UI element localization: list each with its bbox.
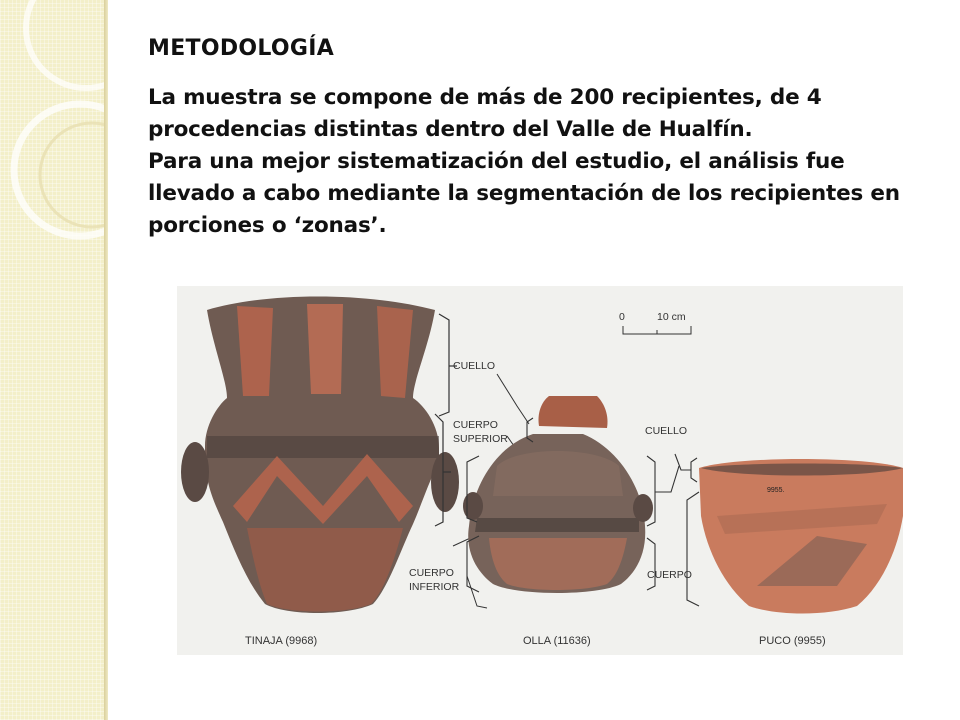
tinaja-vessel [181, 297, 459, 614]
label-cuerpo-superior-1: CUERPO [453, 419, 498, 431]
puco-zone-brackets [675, 454, 699, 606]
body-paragraph: La muestra se compone de más de 200 recipientes, de 4 procedencias distintas dentro del Valle de Hualfín. [148, 85, 822, 142]
caption-puco: PUCO (9955) [759, 635, 826, 647]
vessel-illustration [177, 286, 903, 655]
vessel-figure [177, 286, 903, 655]
label-cuerpo-superior-2: SUPERIOR [453, 433, 508, 445]
label-cuello-puco: CUELLO [645, 425, 688, 437]
body-paragraph: Para una mejor sistematización del estudio, el análisis fue llevado a cabo mediante la segmentación de los recipientes en porciones o ‘zonas’. [148, 149, 900, 238]
slide-body [148, 82, 938, 242]
label-cuerpo-inferior-1: CUERPO [409, 567, 454, 579]
puco-inscription: 9955. [767, 487, 785, 494]
scale-bar [619, 311, 691, 334]
scale-end: 10 cm [657, 311, 686, 323]
slide-title: METODOLOGÍA [148, 36, 335, 61]
puco-vessel [699, 459, 903, 614]
caption-tinaja: TINAJA (9968) [245, 635, 318, 647]
label-cuerpo-inferior-2: INFERIOR [409, 581, 460, 593]
sidebar-edge [104, 0, 108, 720]
scale-start: 0 [619, 311, 625, 323]
decorative-sidebar [0, 0, 104, 720]
label-cuello-tinaja: CUELLO [453, 360, 496, 372]
decorative-rings [0, 0, 104, 720]
caption-olla: OLLA (11636) [523, 635, 591, 647]
label-cuerpo-puco: CUERPO [647, 569, 692, 581]
